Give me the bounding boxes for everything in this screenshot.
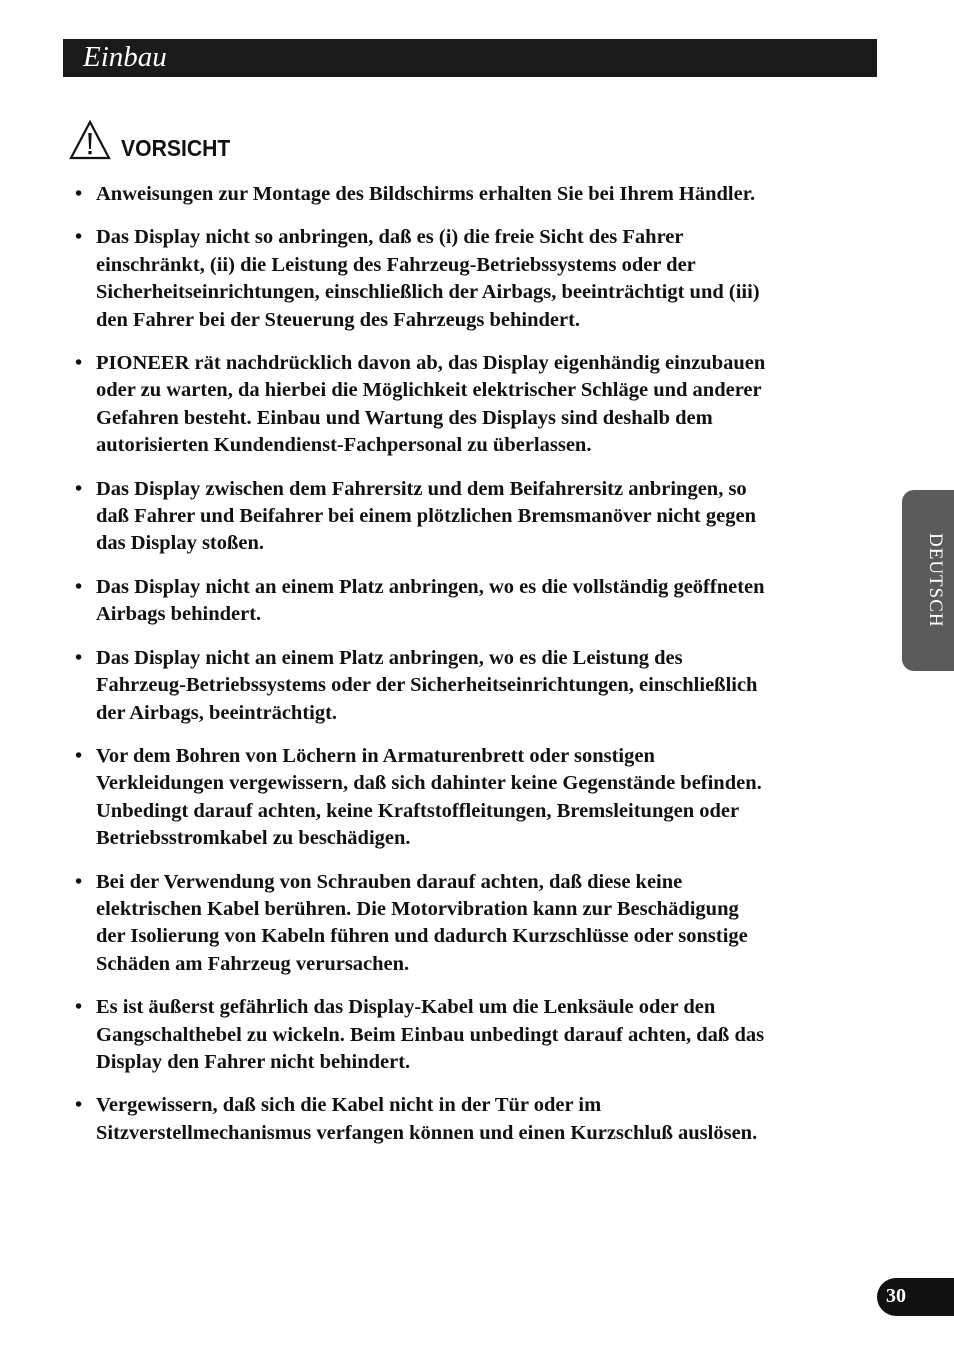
list-item-line: daß Fahrer und Beifahrer bei einem plötzlichen Bremsmanöver nicht gegen (96, 505, 756, 528)
list-item-line: Sitzverstellmechanismus verfangen können und einen Kurzschluß auslösen. (96, 1121, 758, 1144)
list-item (75, 350, 865, 460)
list-item (75, 181, 865, 208)
list-item-line: Gangschalthebel zu wickeln. Beim Einbau unbedingt darauf achten, daß das (96, 1023, 765, 1046)
list-item-line: Sicherheitseinrichtungen, einschließlich der Airbags, beeinträchtigt und (iii) (96, 281, 760, 304)
list-item-line: Fahrzeug-Betriebssystems oder der Sicherheitseinrichtungen, einschließlich (96, 674, 758, 697)
list-item-line: einschränkt, (ii) die Leistung des Fahrzeug-Betriebssystems oder der (96, 253, 696, 276)
list-item-line: elektrischen Kabel berühren. Die Motorvibration kann zur Beschädigung (96, 897, 739, 920)
list-item-line: Das Display nicht an einem Platz anbringen, wo es die vollständig geöffneten (96, 575, 765, 598)
section-header-bar (63, 39, 877, 77)
bullet-marker: • (75, 575, 83, 598)
list-item-line: Bei der Verwendung von Schrauben darauf achten, daß diese keine (96, 870, 683, 893)
list-item-line: Es ist äußerst gefährlich das Display-Kabel um die Lenksäule oder den (96, 996, 716, 1019)
language-tab (902, 490, 954, 671)
list-item (75, 645, 865, 727)
list-item-line: der Airbags, beeinträchtigt. (96, 701, 338, 724)
list-item-line: Anweisungen zur Montage des Bildschirms erhalten Sie bei Ihrem Händler. (96, 183, 756, 205)
bullet-marker: • (75, 1094, 83, 1117)
list-item (75, 476, 865, 558)
bullet-marker: • (75, 744, 83, 767)
list-item-line: Vor dem Bohren von Löchern in Armaturenbrett oder sonstigen (96, 744, 655, 767)
warning-triangle-icon (69, 120, 111, 162)
page-number: 30 (886, 1285, 906, 1307)
bullet-marker: • (75, 352, 83, 375)
bullet-marker: • (75, 226, 83, 249)
list-item-line: Vergewissern, daß sich die Kabel nicht in der Tür oder im (96, 1094, 602, 1117)
list-item (75, 994, 865, 1076)
list-item-line: Betriebsstromkabel zu beschädigen. (96, 827, 411, 850)
list-item (75, 224, 865, 334)
list-item-line: PIONEER rät nachdrücklich davon ab, das Display eigenhändig einzubauen (96, 352, 766, 375)
section-title: Einbau (83, 41, 167, 73)
caution-heading (69, 120, 240, 162)
list-item (75, 869, 865, 979)
list-item-line: Das Display nicht an einem Platz anbringen, wo es die Leistung des (96, 646, 683, 669)
list-item-line: autorisierten Kundendienst-Fachpersonal zu überlassen. (96, 434, 592, 457)
list-item-line: Das Display nicht so anbringen, daß es (i) die freie Sicht des Fahrer (96, 226, 684, 249)
list-item-line: der Isolierung von Kabeln führen und dadurch Kurzschlüsse oder sonstige (96, 925, 748, 948)
list-item-line: Schäden am Fahrzeug verursachen. (96, 952, 410, 975)
caution-label: VORSICHT (121, 135, 231, 161)
list-item-line: Airbags behindert. (96, 603, 262, 626)
list-item-line: Display den Fahrer nicht behindert. (96, 1050, 411, 1073)
bullet-marker: • (75, 477, 83, 500)
list-item-line: Unbedingt darauf achten, keine Kraftstoffleitungen, Bremsleitungen oder (96, 799, 740, 822)
list-item-line: Verkleidungen vergewissern, daß sich dahinter keine Gegenstände befinden. (96, 772, 762, 795)
list-item (75, 574, 865, 629)
caution-bullet-list (75, 181, 865, 1163)
list-item (75, 1092, 865, 1147)
page-number-tab (877, 1278, 954, 1316)
list-item-line: oder zu warten, da hierbei die Möglichkeit elektrischer Schläge und anderer (96, 379, 762, 402)
list-item-line: den Fahrer bei der Steuerung des Fahrzeugs behindert. (96, 308, 581, 331)
bullet-marker: • (75, 646, 83, 669)
list-item (75, 743, 865, 853)
bullet-marker: • (75, 183, 83, 205)
list-item-line: Gefahren besteht. Einbau und Wartung des Displays sind deshalb dem (96, 406, 713, 429)
language-tab-label: DEUTSCH (925, 532, 946, 628)
list-item-line: Das Display zwischen dem Fahrersitz und dem Beifahrersitz anbringen, so (96, 477, 747, 500)
list-item-line: das Display stoßen. (96, 532, 265, 555)
bullet-marker: • (75, 870, 83, 893)
bullet-marker: • (75, 996, 83, 1019)
